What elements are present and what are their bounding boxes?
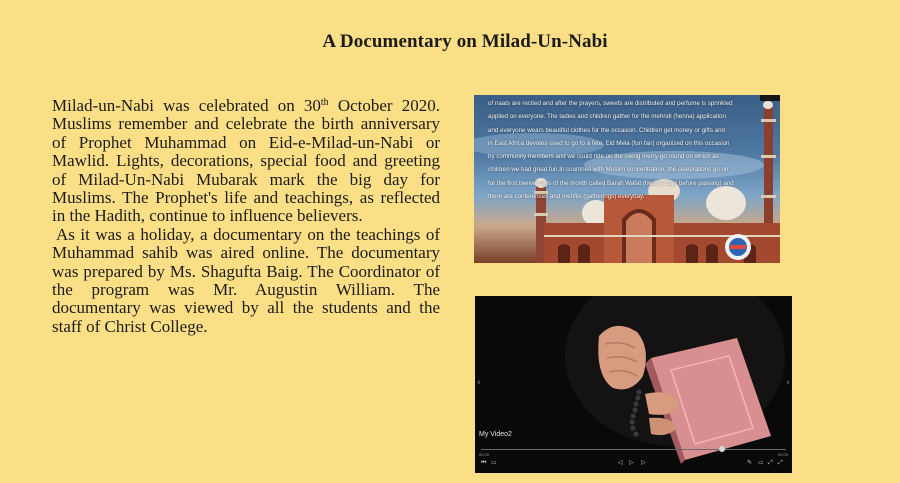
- article-body: [52, 97, 440, 336]
- skip-back-icon[interactable]: ⏮: [481, 459, 487, 466]
- previous-arrow-icon[interactable]: ‹: [477, 378, 481, 388]
- forward-icon[interactable]: ▷: [641, 459, 646, 466]
- mosque-photo: [474, 95, 780, 263]
- overlay-line: for the first twelve days of the month called Barah Wafat (twelve days before passing) and: [488, 179, 734, 187]
- paragraph-2: As it was a holiday, a documentary on the teachings of Muhammad sahib was aired online. The documentary was prepared by Ms. Shagufta Baig. The Coordinator of the program was Mr. Augustin William. The documentary was viewed by all the students and the staff of Christ College.: [52, 224, 440, 336]
- video-player[interactable]: [475, 296, 792, 473]
- overlay-line: and everyone wears beautiful clothes for the occasion. Children get money or gifts and: [488, 126, 725, 134]
- edit-icon[interactable]: ✎: [747, 459, 753, 466]
- progress-bar[interactable]: [481, 449, 786, 450]
- page-title: A Documentary on Milad-Un-Nabi: [322, 31, 608, 52]
- total-time: 00:00: [777, 452, 788, 457]
- play-icon[interactable]: ▷: [629, 459, 634, 466]
- overlay-line: by community members and we could ride on the swing merry-go round on which as: [488, 153, 719, 161]
- photo-overlay-text: [488, 97, 774, 203]
- current-time: 00:00: [479, 452, 490, 457]
- screen-icon[interactable]: ▭: [758, 459, 764, 466]
- video-frame: [475, 296, 792, 473]
- overlay-line: in East Africa devotes used to go to a fete, Eid Mela (fun fair) organized on this occasion: [488, 139, 730, 147]
- captions-icon[interactable]: ▭: [491, 459, 497, 466]
- overlay-line: there are conferences and mehfils (gatherings) everyday.: [488, 193, 645, 201]
- overlay-line: applied on everyone. The ladies and children gather for the mehndi (henna) application: [488, 113, 726, 121]
- overlay-line: children we had great fun.In countries with Muslim concentration, the celebrations go on: [488, 166, 729, 174]
- paragraph-1: Milad-un-Nabi was celebrated on 30th October 2020. Muslims remember and celebrate the birth anniversary of Prophet Muhammad on Eid-e-Milad-un-Nabi or Mawlid. Lights, decorations, special food and greeting of Milad-Un-Nabi Mubarak mark the big day for Muslims. The Prophet's life and teachings, as reflected in the Hadith, continue to influence believers.: [52, 96, 440, 226]
- rewind-icon[interactable]: ◁: [618, 459, 623, 466]
- video-title: My Video2: [479, 431, 512, 438]
- next-arrow-icon[interactable]: ›: [786, 378, 790, 388]
- expand-icon[interactable]: ⤢: [768, 459, 773, 466]
- progress-handle[interactable]: [719, 446, 725, 452]
- fullscreen-icon[interactable]: ⤢: [778, 459, 783, 466]
- overlay-line: of naats are recited and after the prayers, sweets are distributed and perfume is sprinkled: [488, 100, 733, 107]
